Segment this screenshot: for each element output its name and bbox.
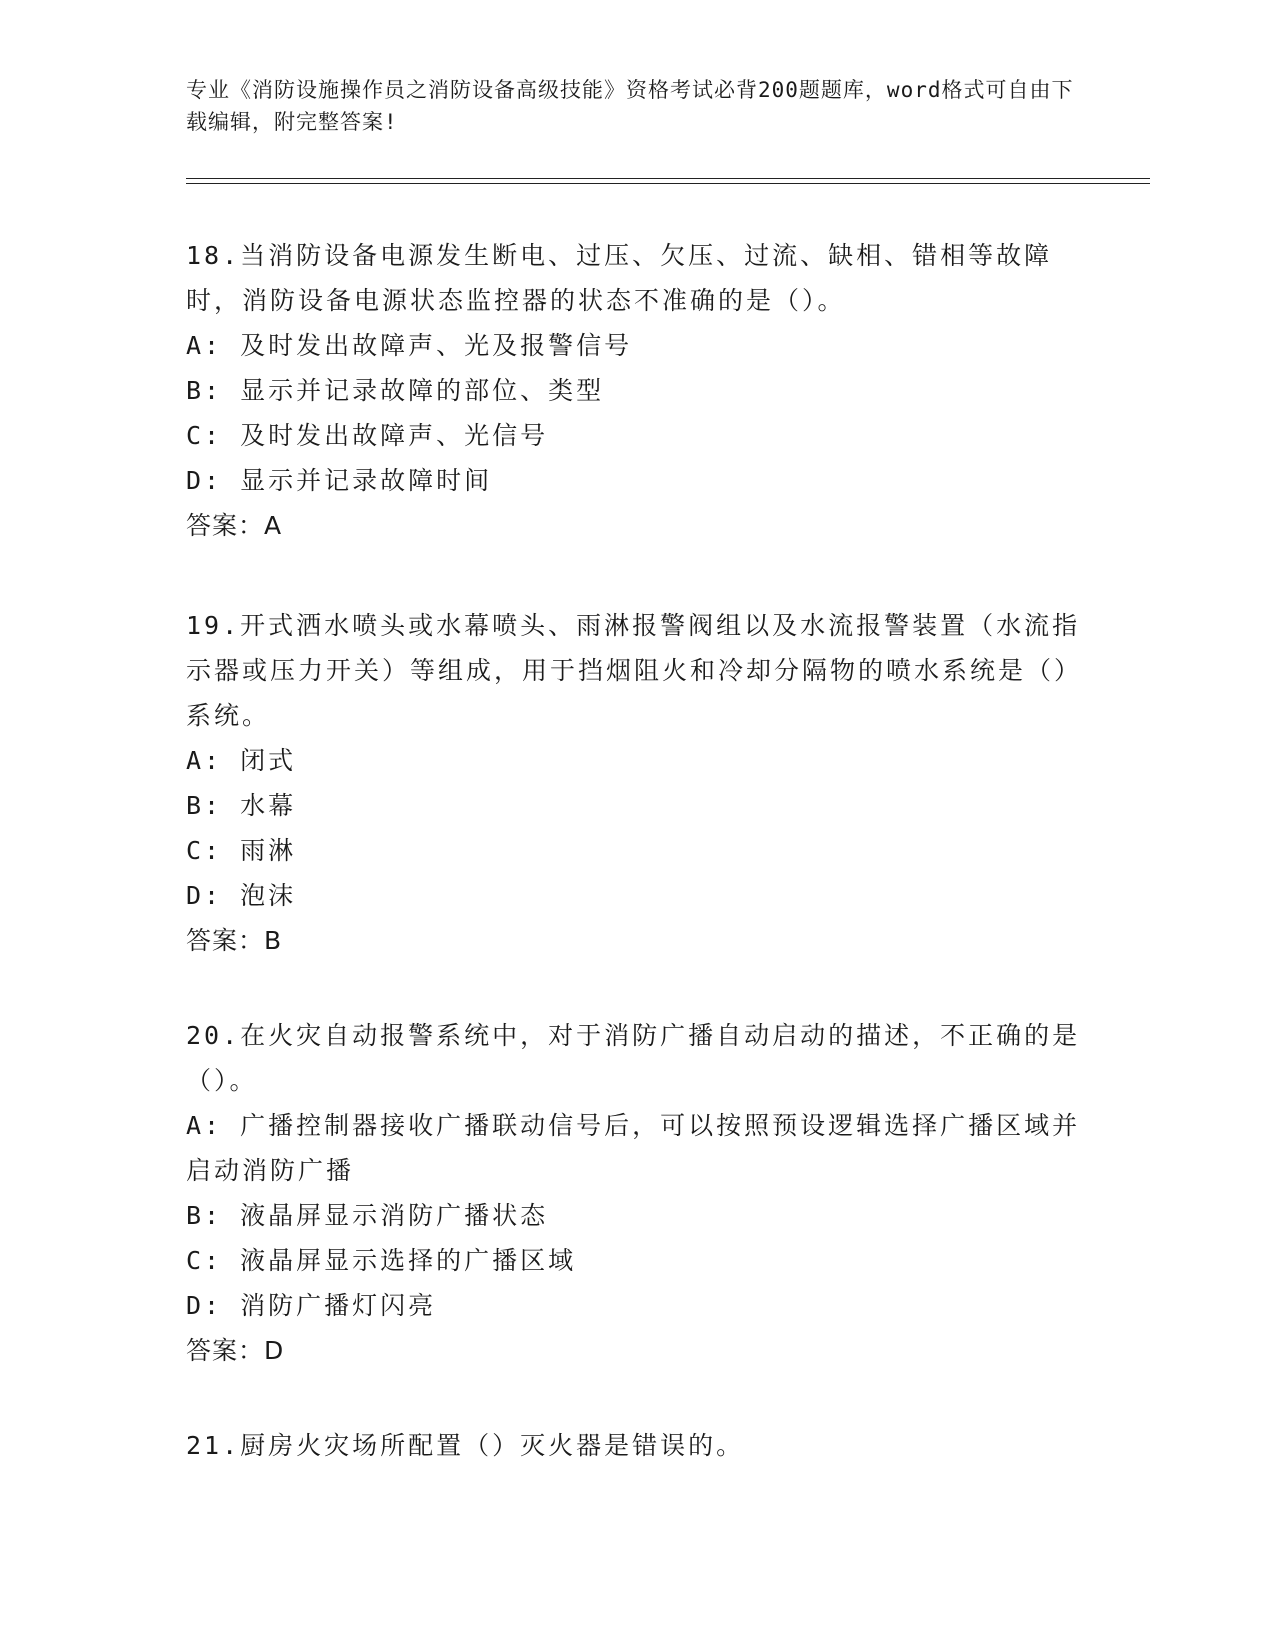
option-a: A: 闭式 xyxy=(186,746,297,775)
document-header xyxy=(186,74,1076,138)
option-d: D: 泡沫 xyxy=(186,881,297,910)
question-18 xyxy=(186,233,1086,548)
question-20 xyxy=(186,1013,1086,1373)
question-stem: 18.当消防设备电源发生断电、过压、欠压、过流、缺相、错相等故障时，消防设备电源状态监控器的状态不准确的是（）。 xyxy=(186,241,1053,315)
header-divider-top xyxy=(186,178,1150,179)
option-d: D: 消防广播灯闪亮 xyxy=(186,1291,437,1320)
option-c: C: 及时发出故障声、光信号 xyxy=(186,421,549,450)
answer: 答案：A xyxy=(186,511,283,540)
option-b: B: 水幕 xyxy=(186,791,297,820)
option-a: A: 及时发出故障声、光及报警信号 xyxy=(186,331,633,360)
question-stem: 20.在火灾自动报警系统中，对于消防广播自动启动的描述，不正确的是（）。 xyxy=(186,1021,1081,1095)
option-b: B: 显示并记录故障的部位、类型 xyxy=(186,376,605,405)
option-c: C: 液晶屏显示选择的广播区域 xyxy=(186,1246,577,1275)
header-divider-bottom xyxy=(186,183,1150,184)
question-19 xyxy=(186,603,1086,963)
answer: 答案：B xyxy=(186,926,283,955)
question-stem: 21.厨房火灾场所配置（）灭火器是错误的。 xyxy=(186,1431,745,1460)
question-stem: 19.开式洒水喷头或水幕喷头、雨淋报警阀组以及水流报警装置（水流指示器或压力开关）等组成，用于挡烟阻火和冷却分隔物的喷水系统是（）系统。 xyxy=(186,611,1083,730)
option-b: B: 液晶屏显示消防广播状态 xyxy=(186,1201,549,1230)
question-21 xyxy=(186,1423,1086,1468)
answer: 答案：D xyxy=(186,1336,285,1365)
option-c: C: 雨淋 xyxy=(186,836,297,865)
option-d: D: 显示并记录故障时间 xyxy=(186,466,493,495)
header-text: 专业《消防设施操作员之消防设备高级技能》资格考试必背200题题库，word格式可自由下载编辑，附完整答案! xyxy=(186,78,1074,134)
option-a: A: 广播控制器接收广播联动信号后，可以按照预设逻辑选择广播区域并启动消防广播 xyxy=(186,1111,1081,1185)
